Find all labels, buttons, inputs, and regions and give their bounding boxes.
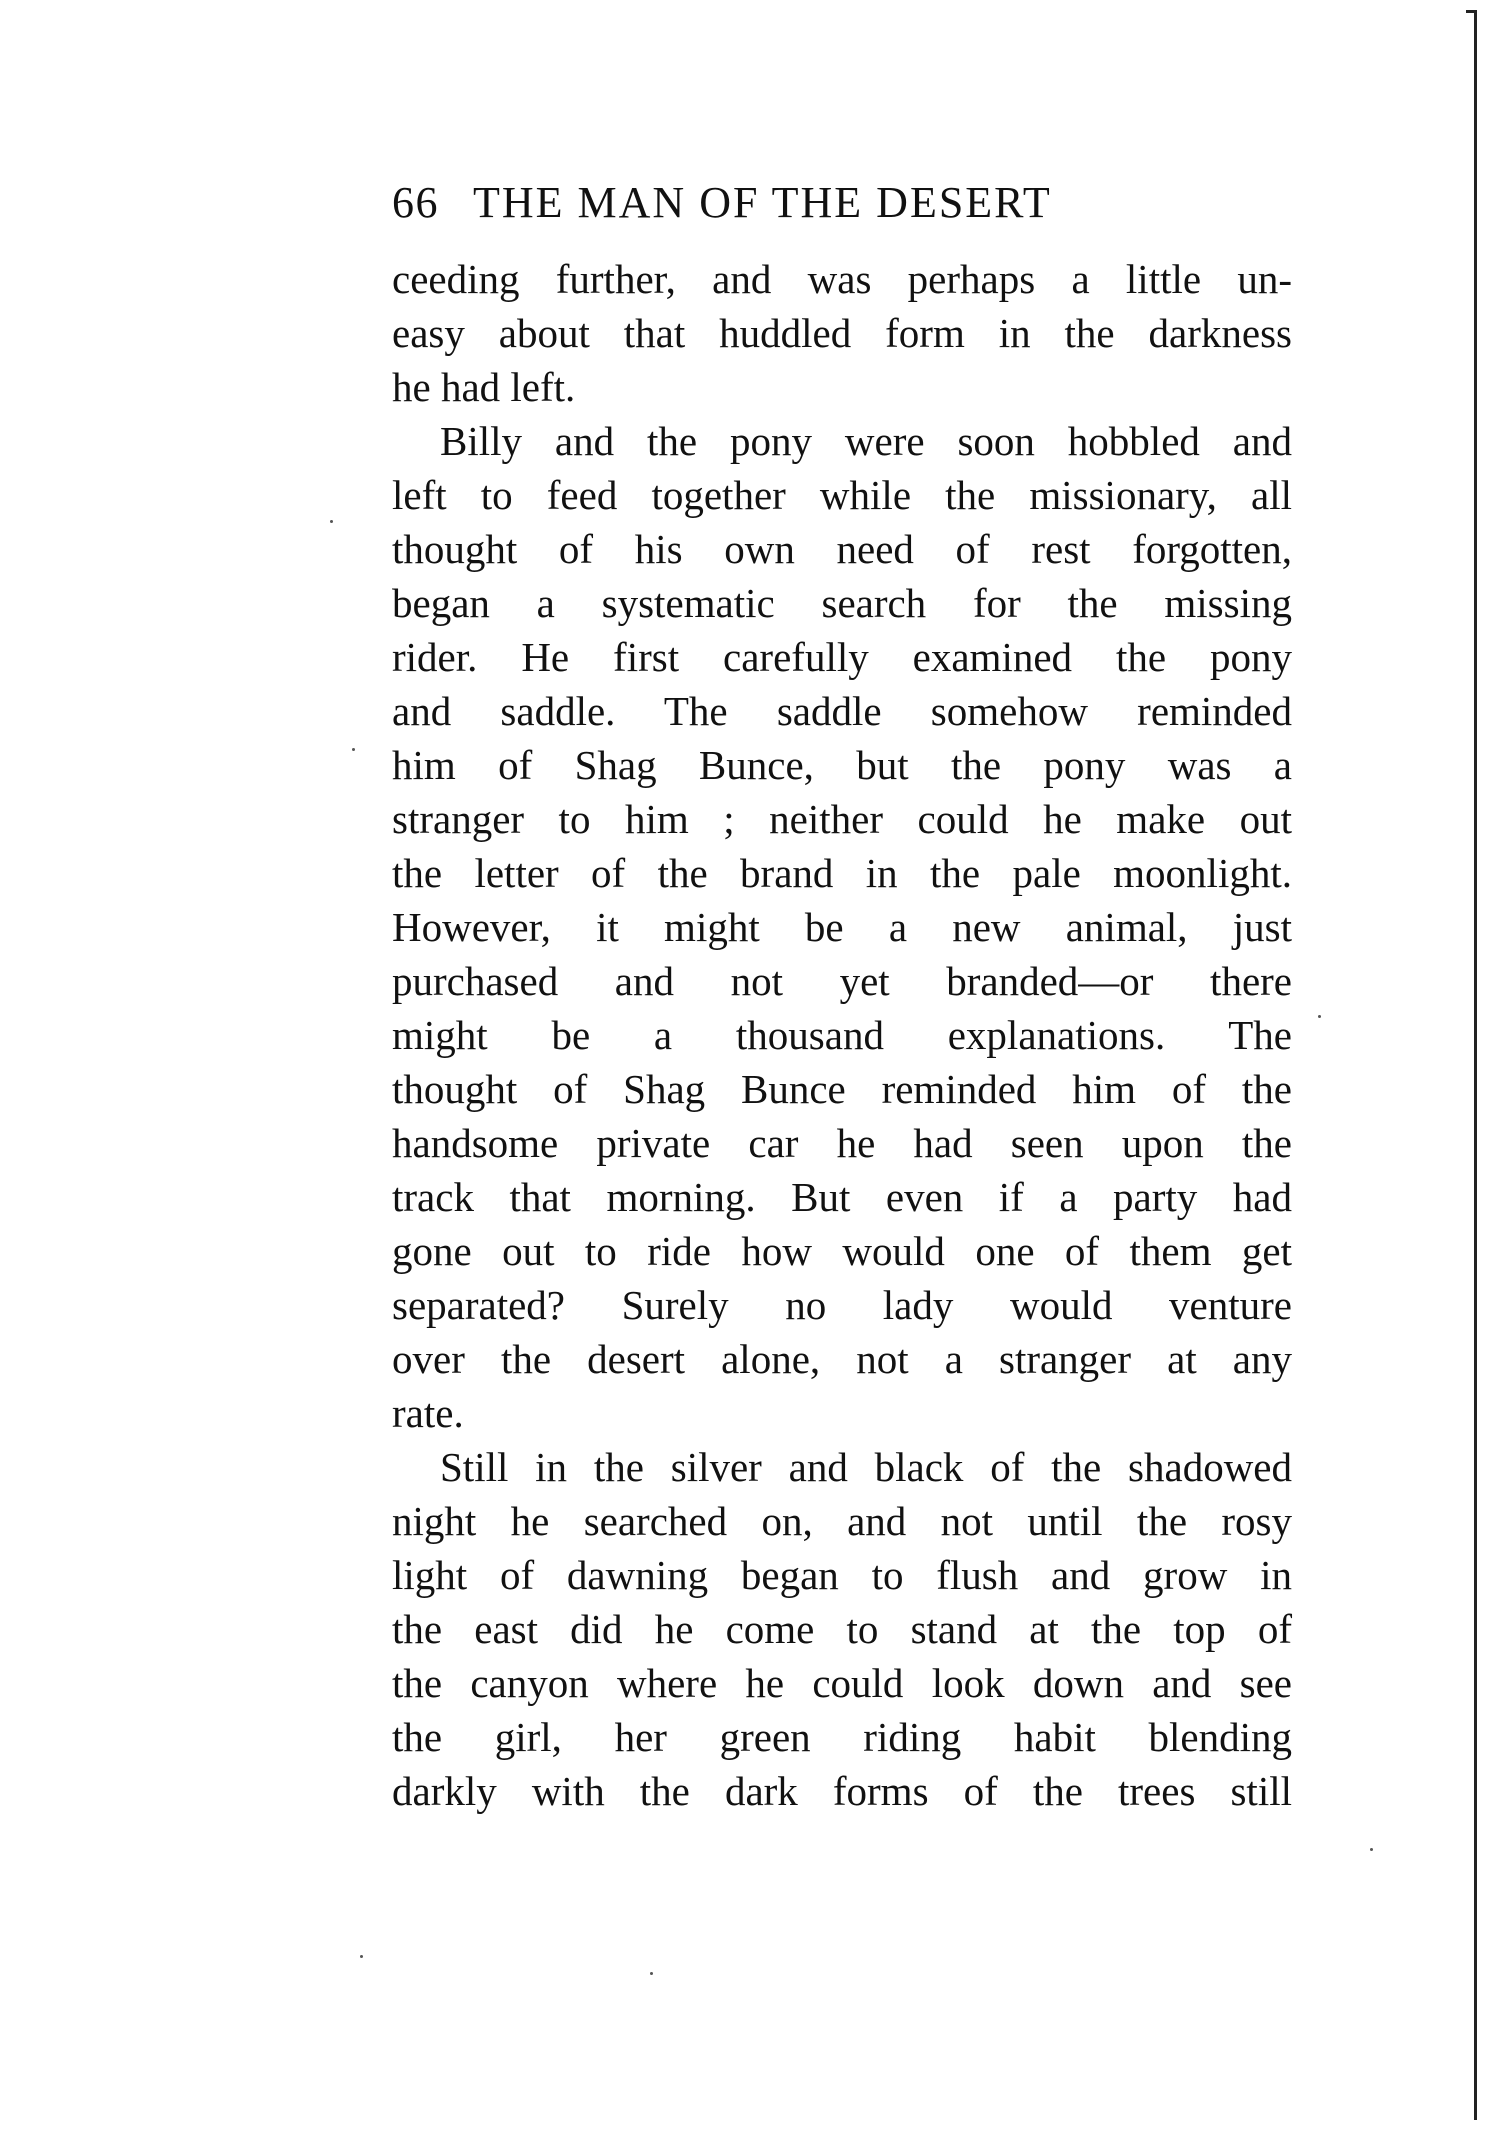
text-line: over the desert alone, not a stranger at any	[392, 1336, 1292, 1382]
text-line: left to feed together while the missionary, all	[392, 472, 1292, 518]
text-line: easy about that huddled form in the darkness	[392, 310, 1292, 356]
text-line: began a systematic search for the missing	[392, 580, 1292, 626]
page-header	[392, 168, 1312, 238]
page-edge-rule	[1474, 10, 1477, 2120]
text-line: might be a thousand explanations. The	[392, 1012, 1292, 1058]
print-speck	[360, 1955, 363, 1958]
text-line: rate.	[392, 1390, 464, 1436]
print-speck	[1318, 1015, 1321, 1018]
text-line: light of dawning began to flush and grow in	[392, 1552, 1292, 1598]
body-text	[392, 252, 1292, 1818]
text-line: night he searched on, and not until the rosy	[392, 1498, 1292, 1544]
text-line: the canyon where he could look down and see	[392, 1660, 1292, 1706]
page-number: 66	[392, 178, 439, 227]
text-line: and saddle. The saddle somehow reminded	[392, 688, 1292, 734]
text-line: track that morning. But even if a party had	[392, 1174, 1292, 1220]
text-line: thought of Shag Bunce reminded him of the	[392, 1066, 1292, 1112]
text-line: Billy and the pony were soon hobbled and	[440, 418, 1292, 464]
text-line: handsome private car he had seen upon the	[392, 1120, 1292, 1166]
text-line: gone out to ride how would one of them get	[392, 1228, 1292, 1274]
text-line: he had left.	[392, 364, 576, 410]
print-speck	[352, 748, 355, 751]
text-line: rider. He first carefully examined the pony	[392, 634, 1292, 680]
text-line: purchased and not yet branded—or there	[392, 958, 1292, 1004]
text-line: ceeding further, and was perhaps a little un-	[392, 256, 1292, 302]
text-line: stranger to him ; neither could he make out	[392, 796, 1292, 842]
text-line: However, it might be a new animal, just	[392, 904, 1292, 950]
running-title: THE MAN OF THE DESERT	[473, 178, 1052, 227]
print-speck	[650, 1972, 653, 1975]
text-line: darkly with the dark forms of the trees still	[392, 1768, 1292, 1814]
text-line: the girl, her green riding habit blending	[392, 1714, 1292, 1760]
text-line: separated? Surely no lady would venture	[392, 1282, 1292, 1328]
text-line: the letter of the brand in the pale moonlight.	[392, 850, 1292, 896]
text-line: him of Shag Bunce, but the pony was a	[392, 742, 1292, 788]
text-line: Still in the silver and black of the shadowed	[440, 1444, 1292, 1490]
text-line: the east did he come to stand at the top of	[392, 1606, 1292, 1652]
text-line: thought of his own need of rest forgotten,	[392, 526, 1292, 572]
print-speck	[1370, 1848, 1373, 1851]
print-speck	[330, 520, 333, 523]
